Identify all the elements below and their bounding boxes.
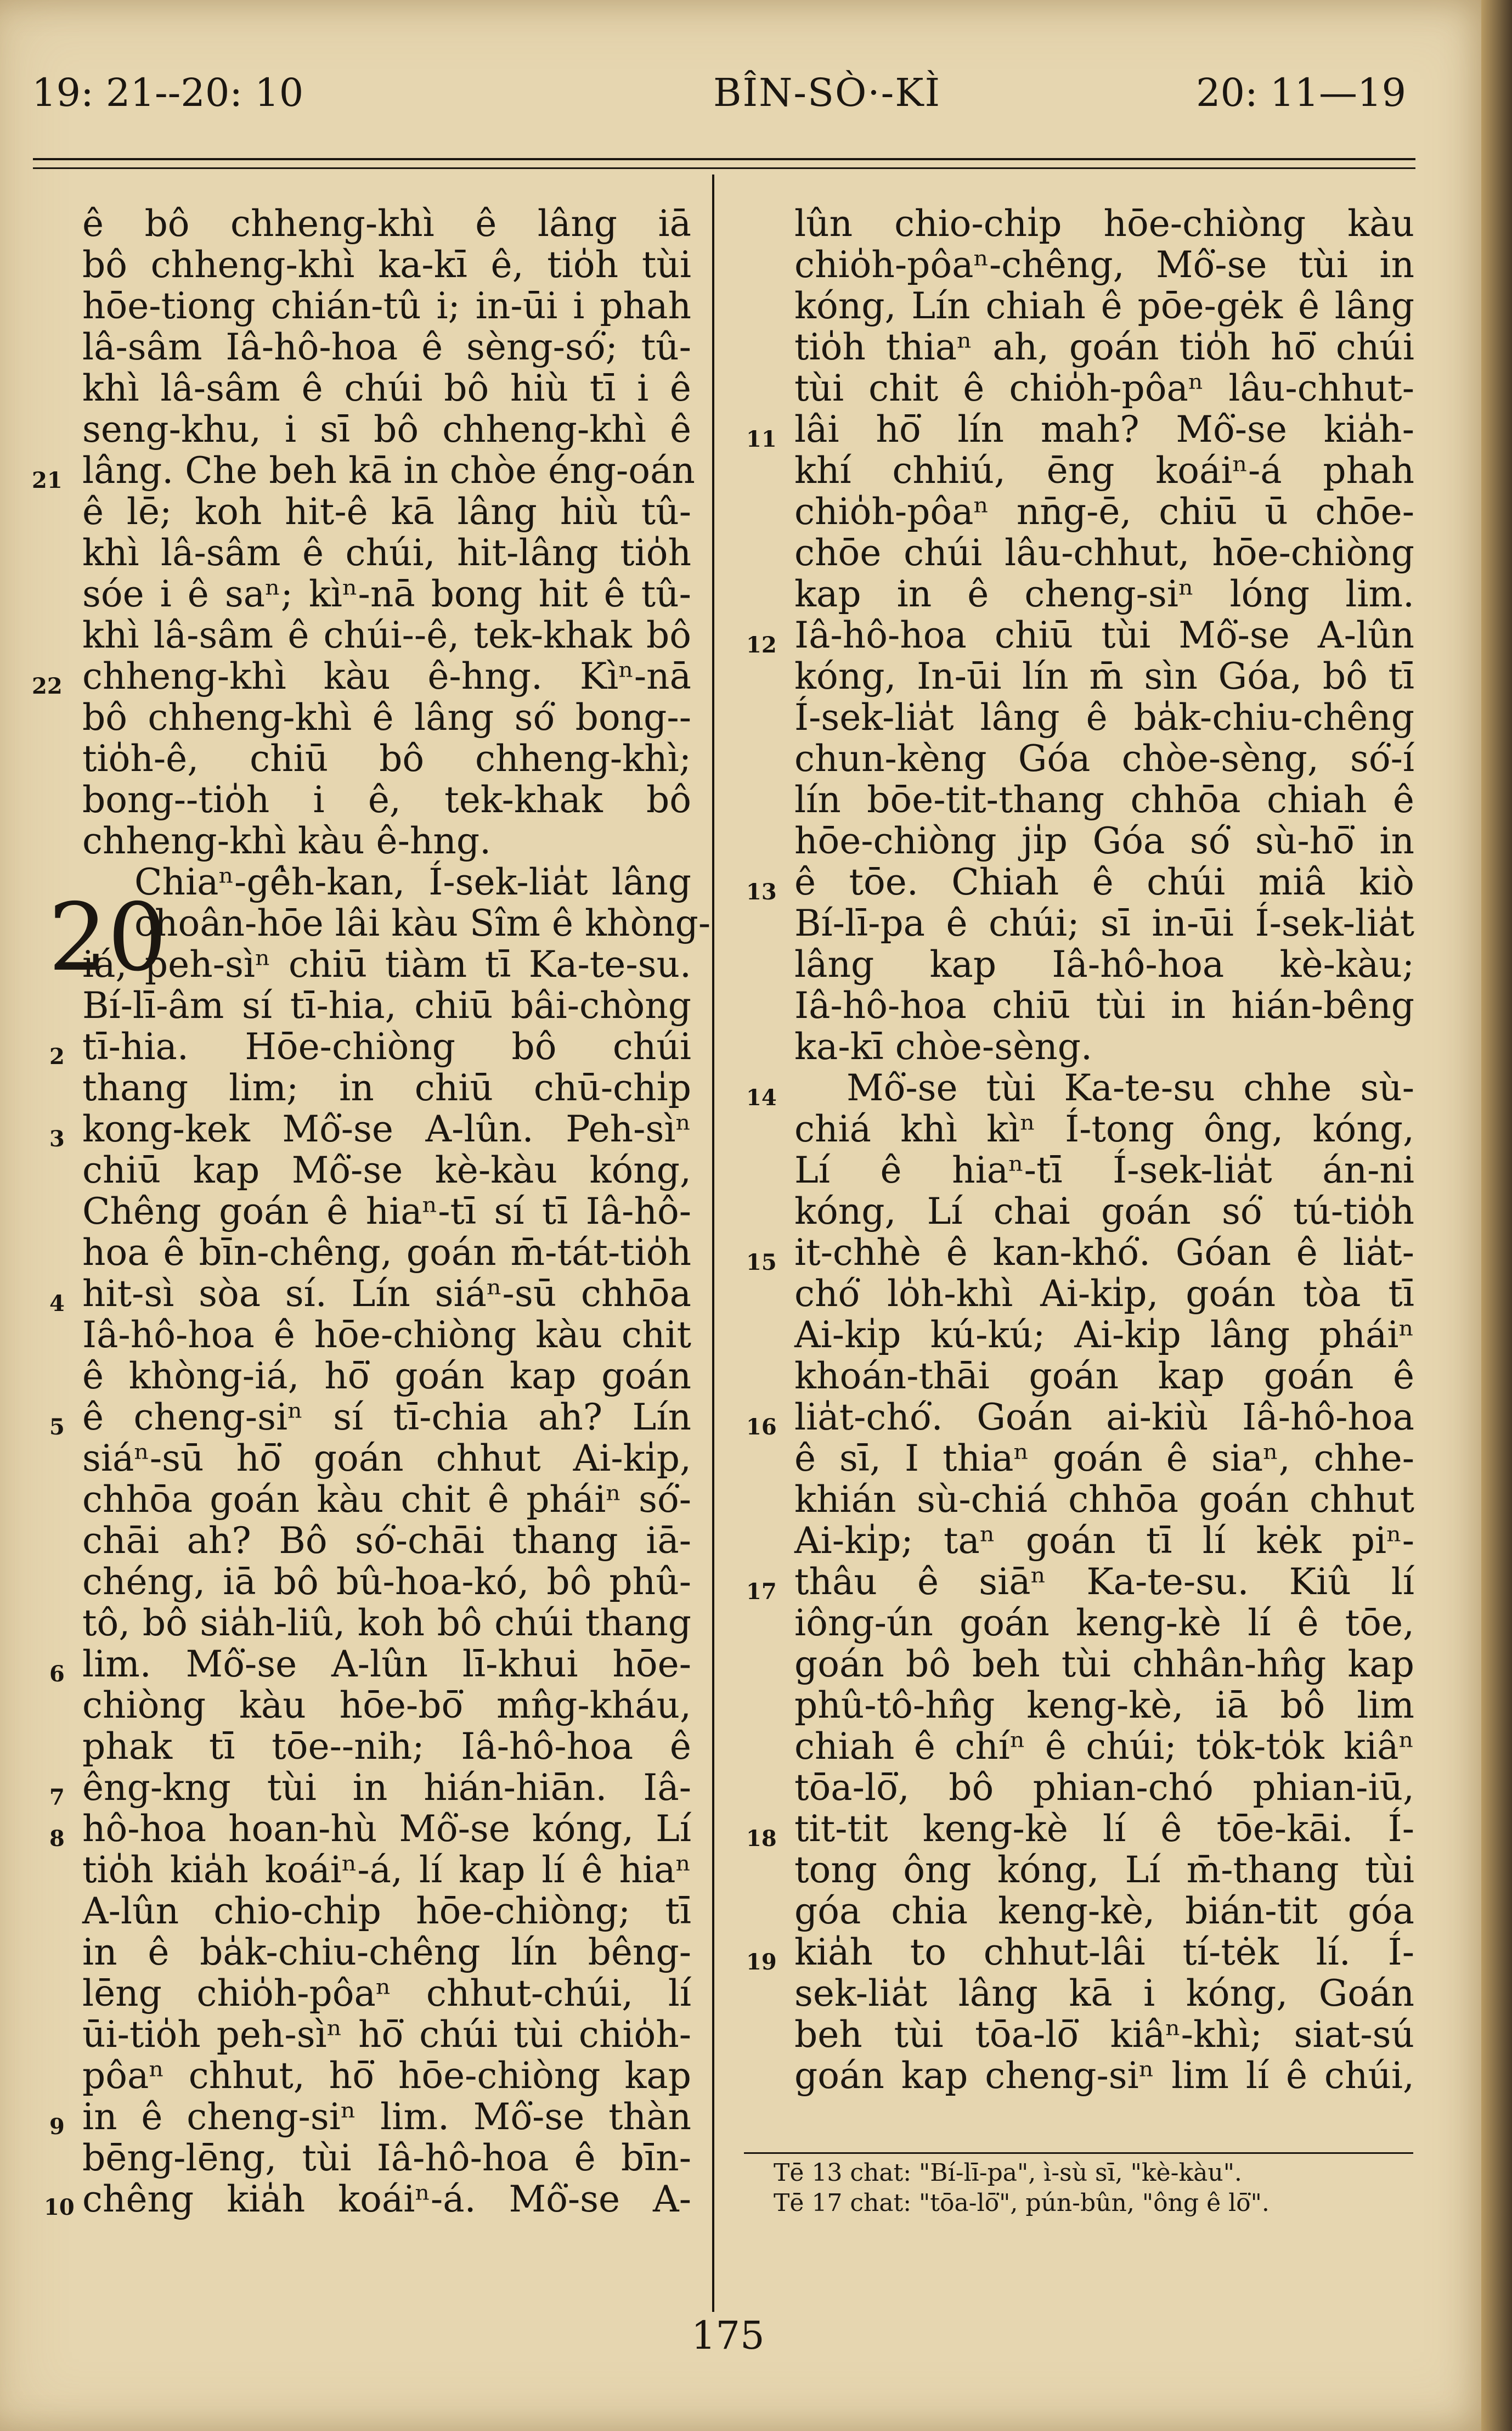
text-line: kong-kek Mô͘-se A-lûn. Peh-sìⁿ	[82, 1108, 691, 1150]
text-line: chó͘ lo̍h-khì Ai-ki̍p, goán tòa tī	[794, 1273, 1414, 1315]
text-line: siáⁿ-sū hō͘ goán chhut Ai-ki̍p,	[82, 1437, 691, 1479]
footnote-rule	[744, 2152, 1413, 2154]
text-line: lim. Mô͘-se A-lûn lī-khui hōe-	[82, 1643, 691, 1685]
text-line: chêng kia̍h koáiⁿ-á. Mô͘-se A-	[82, 2178, 691, 2220]
text-line: in ê ba̍k-chiu-chêng lín bêng-	[82, 1931, 691, 1973]
text-line: Bí-lī-âm sí tī-hia, chiū bâi-chòng	[82, 984, 691, 1027]
text-line: khián sù-chiá chhōa goán chhut	[794, 1478, 1414, 1521]
verse-number: 5	[49, 1414, 65, 1440]
text-line: lâng kap Iâ-hô-hoa kè-kàu;	[794, 943, 1414, 986]
text-line: chheng-khì kàu ê-hng. Kìⁿ-nā	[82, 655, 691, 697]
text-line: lâng. Che beh kā in chòe éng-oán	[82, 449, 695, 492]
verse-number: 9	[49, 2114, 65, 2140]
verse-number: 22	[32, 673, 63, 699]
verse-number: 7	[49, 1785, 65, 1810]
verse-number: 2	[49, 1044, 65, 1070]
text-line: lín bōe-tit-thang chhōa chiah ê	[794, 779, 1414, 821]
header-left-reference: 19: 21--20: 10	[32, 70, 304, 115]
text-line: khí chhiú, ēng koáiⁿ-á phah	[794, 449, 1414, 492]
text-line: ūi-tio̍h peh-sìⁿ hō͘ chúi tùi chio̍h-	[82, 2013, 691, 2056]
header-right-reference: 20: 11—19	[1196, 70, 1407, 115]
text-line: ê tōe. Chiah ê chúi miâ kiò	[794, 861, 1414, 903]
text-line: ê cheng-siⁿ sí tī-chia ah? Lín	[82, 1396, 691, 1438]
text-line: hoa ê bīn-chêng, goán m̄-tát-tio̍h	[82, 1231, 691, 1274]
text-line: bong--tio̍h i ê, tek-khak bô	[82, 779, 691, 821]
text-line: hit-sì sòa sí. Lín siáⁿ-sū chhōa	[82, 1273, 691, 1315]
text-line: bô chheng-khì ê lâng só͘ bong--	[82, 696, 691, 739]
text-line: chheng-khì kàu ê-hng.	[82, 820, 492, 862]
text-line: sóe i ê saⁿ; kìⁿ-nā bong hit ê tû-	[82, 573, 691, 615]
text-line: hô-hoa hoan-hù Mô͘-se kóng, Lí	[82, 1808, 691, 1850]
text-line: êng-kng tùi in hián-hiān. Iâ-	[82, 1766, 691, 1809]
text-line: goán bô beh tùi chhân-hn̂g kap	[794, 1643, 1414, 1685]
text-line: thâu ê siāⁿ Ka-te-su. Kiû lí	[794, 1561, 1414, 1603]
column-divider	[712, 175, 714, 2312]
text-line: in ê cheng-siⁿ lim. Mô͘-se thàn	[82, 2096, 691, 2138]
verse-number: 19	[746, 1949, 777, 1975]
text-line: chiòng kàu hōe-bō͘ mn̂g-kháu,	[82, 1684, 691, 1726]
text-line: chōe chúi lâu-chhut, hōe-chiòng	[794, 532, 1414, 574]
text-line: chéng, iā bô bû-hoa-kó, bô phû-	[82, 1561, 691, 1603]
verse-number: 13	[746, 879, 777, 905]
text-line: tio̍h kia̍h koáiⁿ-á, lí kap lí ê hiaⁿ	[82, 1849, 691, 1891]
header-rule-top	[33, 158, 1415, 160]
text-line: ka-kī chòe-sèng.	[794, 1026, 1092, 1068]
verse-number: 4	[49, 1291, 65, 1316]
text-line: Iâ-hô-hoa chiū tùi in hián-bêng	[794, 984, 1414, 1027]
text-line: kóng, Lín chiah ê pōe-gėk ê lâng	[794, 285, 1414, 327]
text-line: bēng-lēng, tùi Iâ-hô-hoa ê bīn-	[82, 2137, 691, 2179]
text-line: Ai-ki̍p; taⁿ goán tī lí kėk piⁿ-	[794, 1520, 1414, 1562]
text-line: lâ-sâm Iâ-hô-hoa ê sèng-só͘; tû-	[82, 326, 691, 368]
text-line: phû-tô-hn̂g keng-kè, iā bô lim	[794, 1684, 1414, 1726]
text-line: tio̍h thiaⁿ ah, goán tio̍h hō͘ chúi	[794, 326, 1414, 368]
verse-number: 3	[49, 1126, 65, 1152]
text-line: kia̍h to chhut-lâi tí-tėk lí. Í-	[794, 1931, 1414, 1973]
text-line: Lí ê hiaⁿ-tī Í-sek-lia̍t án-ni	[794, 1149, 1414, 1191]
text-line: tōa-lō͘, bô phian-chó phian-iū,	[794, 1766, 1414, 1809]
text-line: goán kap cheng-siⁿ lim lí ê chúi,	[794, 2055, 1414, 2097]
text-line: pôaⁿ chhut, hō͘ hōe-chiòng kap	[82, 2055, 691, 2097]
text-line: chhōa goán kàu chit ê pháiⁿ só͘-	[82, 1478, 691, 1521]
page-edge	[1481, 0, 1512, 2431]
text-line: chāi ah? Bô só͘-chāi thang iā-	[82, 1520, 691, 1562]
text-line: seng-khu, i sī bô chheng-khì ê	[82, 408, 691, 451]
verse-number: 14	[746, 1085, 777, 1111]
text-line: Mô͘-se tùi Ka-te-su chhe sù-	[847, 1067, 1414, 1109]
verse-number: 17	[746, 1579, 777, 1605]
text-line: tùi chit ê chio̍h-pôaⁿ lâu-chhut-	[794, 367, 1414, 409]
text-line: Í-sek-lia̍t lâng ê ba̍k-chiu-chêng	[794, 696, 1414, 739]
text-line: choân-hōe lâi kàu Sîm ê khòng-	[134, 902, 711, 944]
text-line: beh tùi tōa-lō͘ kiâⁿ-khì; siat-sú	[794, 2013, 1414, 2056]
text-line: chun-kèng Góa chòe-sèng, só͘-í	[794, 738, 1414, 780]
page-number: 175	[691, 2313, 765, 2358]
text-line: khì lâ-sâm ê chúi--ê, tek-khak bô	[82, 614, 691, 656]
text-line: tio̍h-ê, chiū bô chheng-khì;	[82, 738, 691, 780]
running-header	[0, 55, 1492, 115]
chapter-number: 20	[48, 884, 167, 992]
text-line: lēng chio̍h-pôaⁿ chhut-chúi, lí	[82, 1972, 691, 2014]
text-line: A-lûn chio-chi̍p hōe-chiòng; tī	[82, 1890, 691, 1932]
text-line: Bí-lī-pa ê chúi; sī in-ūi Í-sek-lia̍t	[794, 902, 1414, 944]
text-line: hōe-tiong chián-tû i; in-ūi i phah	[82, 285, 691, 327]
verse-number: 11	[746, 426, 777, 452]
verse-number: 12	[746, 632, 777, 658]
text-line: lûn chio-chi̍p hōe-chiòng kàu	[794, 202, 1414, 245]
text-line: bô chheng-khì ka-kī ê, tio̍h tùi	[82, 244, 691, 286]
verse-number: 10	[44, 2194, 75, 2220]
text-line: ê lē; koh hit-ê kā lâng hiù tû-	[82, 491, 691, 533]
text-line: tī-hia. Hōe-chiòng bô chúi	[82, 1026, 691, 1068]
text-line: thang lim; in chiū chū-chi̍p	[82, 1067, 691, 1109]
footnote: Tē 17 chat: "tōa-lō͘", pún-bûn, "ông ê lō͘".	[774, 2189, 1270, 2217]
text-line: kóng, Lí chai goán só͘ tú-tio̍h	[794, 1190, 1414, 1233]
verse-number: 21	[32, 468, 63, 493]
text-line: iá, peh-sìⁿ chiū tiàm tī Ka-te-su.	[82, 943, 691, 986]
verse-number: 8	[49, 1826, 65, 1852]
left-text-column	[82, 202, 711, 2220]
footnote: Tē 13 chat: "Bí-lī-pa", ì-sù sī, "kè-kàu".	[774, 2159, 1242, 2187]
verse-number: 18	[746, 1826, 777, 1852]
text-line: kap in ê cheng-siⁿ lóng lim.	[794, 573, 1414, 615]
verse-number: 16	[746, 1414, 777, 1440]
text-line: khoán-thāi goán kap goán ê	[794, 1355, 1414, 1397]
header-rule-bottom	[33, 167, 1415, 169]
text-line: khì lâ-sâm ê chúi, hit-lâng tio̍h	[82, 532, 691, 574]
text-line: Iâ-hô-hoa ê hōe-chiòng kàu chit	[82, 1314, 691, 1356]
text-line: hōe-chiòng ji̍p Góa só͘ sù-hō͘ in	[794, 820, 1414, 862]
text-line: chio̍h-pôaⁿ-chêng, Mô͘-se tùi in	[794, 244, 1414, 286]
text-line: góa chia keng-kè, bián-tit góa	[794, 1890, 1414, 1932]
text-line: Chêng goán ê hiaⁿ-tī sí tī Iâ-hô-	[82, 1190, 691, 1233]
text-line: iông-ún goán keng-kè lí ê tōe,	[794, 1602, 1414, 1644]
text-line: lia̍t-chó͘. Goán ai-kiù Iâ-hô-hoa	[794, 1396, 1414, 1438]
verse-number: 15	[746, 1250, 777, 1275]
text-line: Ai-ki̍p kú-kú; Ai-ki̍p lâng pháiⁿ	[794, 1314, 1414, 1356]
text-line: phak tī tōe--nih; Iâ-hô-hoa ê	[82, 1725, 691, 1768]
text-line: chiá khì kìⁿ Í-tong ông, kóng,	[794, 1108, 1414, 1150]
text-line: chiah ê chíⁿ ê chúi; to̍k-to̍k kiâⁿ	[794, 1725, 1414, 1768]
text-line: chio̍h-pôaⁿ nn̄g-ē, chiū ū chōe-	[794, 491, 1414, 533]
text-line: tong ông kóng, Lí m̄-thang tùi	[794, 1849, 1414, 1891]
text-line: ê khòng-iá, hō͘ goán kap goán	[82, 1355, 691, 1397]
text-line: chiū kap Mô͘-se kè-kàu kóng,	[82, 1149, 691, 1191]
text-line: tô, bô sia̍h-liû, koh bô chúi thang	[82, 1602, 691, 1644]
text-line: tit-tit keng-kè lí ê tōe-kāi. Í-	[794, 1808, 1414, 1850]
book-title: BÎN-SÒ·-KÌ	[713, 70, 941, 115]
text-line: kóng, In-ūi lín m̄ sìn Góa, bô tī	[794, 655, 1414, 697]
text-line: it-chhè ê kan-khó͘. Góan ê lia̍t-	[794, 1231, 1414, 1274]
text-line: ê sī, I thiaⁿ goán ê siaⁿ, chhe-	[794, 1437, 1414, 1479]
right-text-column	[794, 203, 1414, 2096]
text-line: ê bô chheng-khì ê lâng iā	[82, 202, 691, 245]
text-line: lâi hō͘ lín mah? Mô͘-se kia̍h-	[794, 408, 1414, 451]
text-line: Iâ-hô-hoa chiū tùi Mô͘-se A-lûn	[794, 614, 1414, 656]
text-line: khì lâ-sâm ê chúi bô hiù tī i ê	[82, 367, 691, 409]
text-line: Chiaⁿ-gê̍h-kan, Í-sek-lia̍t lâng	[134, 861, 691, 903]
text-line: sek-lia̍t lâng kā i kóng, Goán	[794, 1972, 1414, 2014]
verse-number: 6	[49, 1661, 65, 1687]
